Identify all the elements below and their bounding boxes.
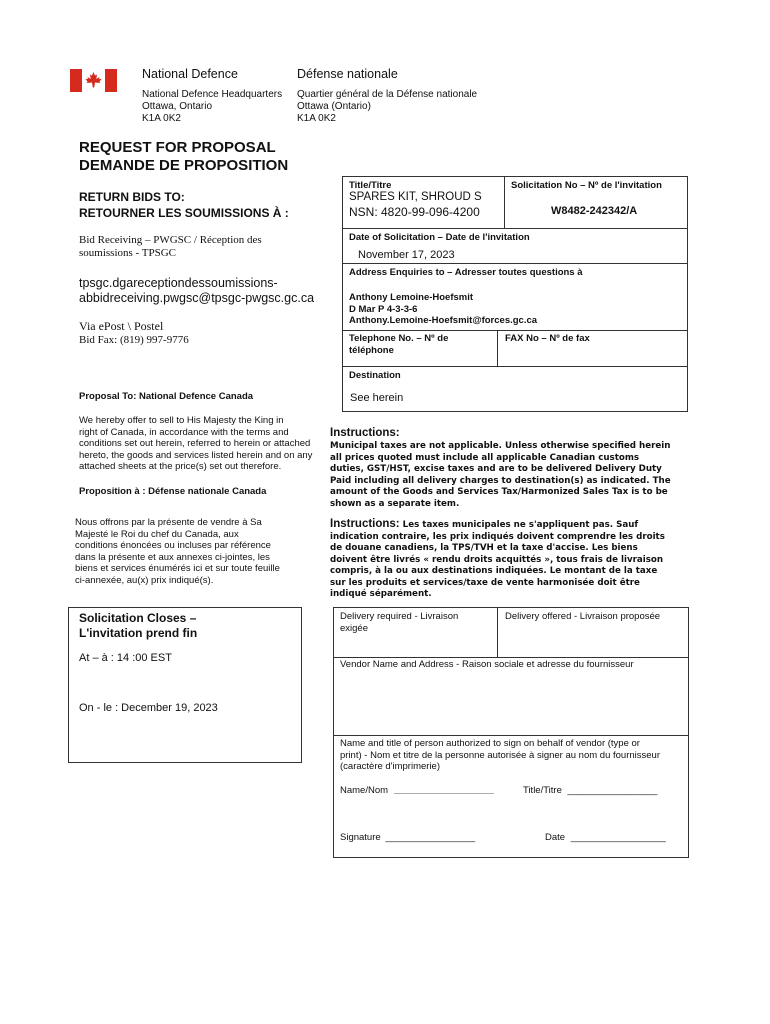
name-field[interactable]	[340, 785, 494, 797]
bid-email-line: tpsgc.dgareceptiondessoumissions-	[79, 276, 278, 290]
offer-line: right of Canada, in accordance with the terms and	[79, 426, 289, 438]
offer-line: Majesté le Roi du chef du Canada, aux	[75, 528, 239, 540]
closes-title-en: Solicitation Closes –	[79, 611, 197, 625]
fax-label: FAX No – Nº de fax	[505, 333, 590, 344]
signature-line: _________________	[385, 832, 476, 843]
return-bids-en: RETURN BIDS TO:	[79, 190, 185, 204]
address-en	[142, 89, 282, 125]
proposal-to-fr: Proposition à : Défense nationale Canada	[79, 486, 267, 497]
destination-label: Destination	[349, 370, 401, 381]
contact-block	[349, 292, 537, 327]
delivery-offered-label: Delivery offered - Livraison proposée	[505, 611, 661, 622]
offer-line: conditions set out herein, referred to herein or attached	[79, 438, 311, 449]
destination-value: See herein	[350, 392, 404, 404]
instructions-line: all prices quoted must include all applicable Canadian customs	[330, 452, 640, 463]
bid-fax: Bid Fax: (819) 997-9776	[79, 334, 189, 346]
telephone-label-line: Telephone No. – Nº de	[349, 333, 449, 344]
date-field[interactable]	[545, 832, 666, 844]
date-line: __________________	[570, 832, 666, 843]
title-field-label: Title/Titre	[523, 785, 562, 796]
offer-line: attached sheets at the price(s) set out therefore.	[79, 461, 282, 472]
offer-line: ci-annexée, au(x) prix indiqué(s).	[75, 574, 214, 586]
title-line: _________________	[567, 785, 658, 796]
solicitation-no-value: W8482-242342/A	[551, 205, 638, 217]
instructions-fr-first	[330, 519, 665, 532]
offer-line: We hereby offer to sell to His Majesty the King in	[79, 415, 284, 426]
bid-email[interactable]	[79, 276, 314, 306]
authorized-label	[340, 738, 660, 773]
closes-date: On - le : December 19, 2023	[79, 702, 218, 714]
dept-name-fr: Défense nationale	[297, 67, 398, 81]
return-bids-fr: RETOURNER LES SOUMISSIONS À :	[79, 206, 289, 220]
title-field[interactable]	[523, 785, 657, 797]
delivery-required-label	[340, 611, 458, 634]
closes-title	[79, 611, 197, 641]
instructions-line: doivent être livrés « rendu droits acquittés », tous frais de livraison	[330, 554, 664, 565]
date-label: Date of Solicitation – Date de l'invitation	[349, 232, 530, 243]
name-label: Name/Nom	[340, 785, 389, 796]
dept-name-en: National Defence	[142, 67, 238, 81]
address-line: Quartier général de la Défense nationale	[297, 89, 478, 100]
closes-title-fr: L'invitation prend fin	[79, 626, 198, 640]
address-line: National Defence Headquarters	[142, 89, 283, 100]
instructions-line: Les taxes municipales ne s'appliquent pas. Sauf	[399, 520, 639, 530]
instructions-line: de douane canadiens, la TPS/TVH et la taxe d'accise. Les biens	[330, 543, 638, 553]
delivery-required-line: exigée	[340, 622, 368, 634]
instructions-line: duties, GST/HST, excise taxes and are to be delivered Delivery Duty	[330, 464, 662, 474]
solicitation-no-label: Solicitation No – Nº de l'invitation	[511, 180, 662, 191]
offer-line: hereto, the goods and services listed herein and on any	[79, 449, 313, 461]
offer-line: Nous offrons par la présente de vendre à Sa	[75, 517, 262, 528]
authorized-line: Name and title of person authorized to sign on behalf of vendor (type or	[340, 738, 640, 749]
instructions-line: indication contraire, les prix indiqués doivent comprendre les droits	[330, 531, 665, 542]
instructions-en	[330, 441, 671, 510]
return-bids-heading	[79, 189, 289, 221]
bid-receiving-line: soumissions - TPSGC	[79, 247, 176, 259]
offer-line: conditions énoncées ou incluses par référence	[75, 540, 271, 551]
instructions-line: sur les produits et services/taxe de vente harmonisée doit être	[330, 577, 640, 588]
title-value: SPARES KIT, SHROUD S	[349, 191, 482, 203]
address-line: Ottawa, Ontario	[142, 101, 213, 112]
via-epost: Via ePost \ Postel	[79, 319, 164, 333]
document-title	[79, 139, 288, 175]
instructions-fr-heading: Instructions:	[330, 518, 400, 530]
telephone-label	[349, 333, 448, 356]
enquiries-label: Address Enquiries to – Adresser toutes questions à	[349, 267, 583, 278]
signature-label: Signature	[340, 832, 381, 843]
instructions-line: shown as a separate item.	[330, 498, 460, 509]
address-line: K1A 0K2	[142, 113, 181, 124]
date-field-label: Date	[545, 832, 566, 843]
instructions-line: Municipal taxes are not applicable. Unless otherwise specified herein	[330, 441, 671, 451]
instructions-heading: Instructions:	[330, 427, 400, 439]
instructions-line: indiqué séparément.	[330, 589, 432, 599]
title-fr: DEMANDE DE PROPOSITION	[79, 157, 289, 174]
title-label: Title/Titre	[349, 180, 392, 191]
bid-receiving-line: Bid Receiving – PWGSC / Réception des	[79, 234, 262, 246]
canada-flag-icon	[70, 69, 117, 92]
instructions-fr	[330, 519, 665, 601]
title-en: REQUEST FOR PROPOSAL	[79, 139, 276, 156]
offer-fr	[75, 517, 280, 586]
delivery-required-line: Delivery required - Livraison	[340, 611, 459, 622]
contact-email[interactable]: Anthony.Lemoine-Hoefsmit@forces.gc.ca	[349, 315, 538, 326]
vendor-form	[333, 607, 689, 858]
closes-time: At – à : 14 :00 EST	[79, 652, 172, 664]
offer-en	[79, 415, 329, 473]
vendor-name-label: Vendor Name and Address - Raison sociale et adresse du fournisseur	[340, 659, 634, 670]
signature-field[interactable]	[340, 832, 475, 844]
address-line: K1A 0K2	[297, 113, 336, 124]
authorized-line: (caractère d'imprimerie)	[340, 761, 441, 772]
authorized-line: print) - Nom et titre de la personne autorisée à signer au nom du fournisseur	[340, 749, 660, 761]
proposal-to-en: Proposal To: National Defence Canada	[79, 391, 254, 402]
vendor-name-field[interactable]	[338, 674, 684, 730]
instructions-line: compris, à la ou aux destinations indiquées. Le montant de la taxe	[330, 566, 658, 576]
address-fr	[297, 89, 477, 125]
telephone-label-line: téléphone	[349, 344, 394, 356]
name-line: ___________________	[393, 785, 495, 796]
offer-line: dans la présente et aux annexes ci-jointes, les	[75, 551, 270, 563]
offer-line: biens et services énumérés ici et sur toute feuille	[75, 563, 280, 574]
contact-name: Anthony Lemoine-Hoefsmit	[349, 292, 474, 303]
instructions-line: Paid including all delivery charges to destination(s) as indicated. The	[330, 475, 671, 486]
address-line: Ottawa (Ontario)	[297, 101, 371, 112]
nsn-value: NSN: 4820-99-096-4200	[349, 205, 480, 219]
date-value: November 17, 2023	[358, 249, 455, 261]
bid-receiving	[79, 234, 262, 260]
instructions-line: amount of the Goods and Services Tax/Harmonized Sales Tax is to be	[330, 487, 668, 497]
contact-dept: D Mar P 4-3-3-6	[349, 303, 418, 315]
bid-email-line: abbidreceiving.pwgsc@tpsgc-pwgsc.gc.ca	[79, 291, 315, 305]
